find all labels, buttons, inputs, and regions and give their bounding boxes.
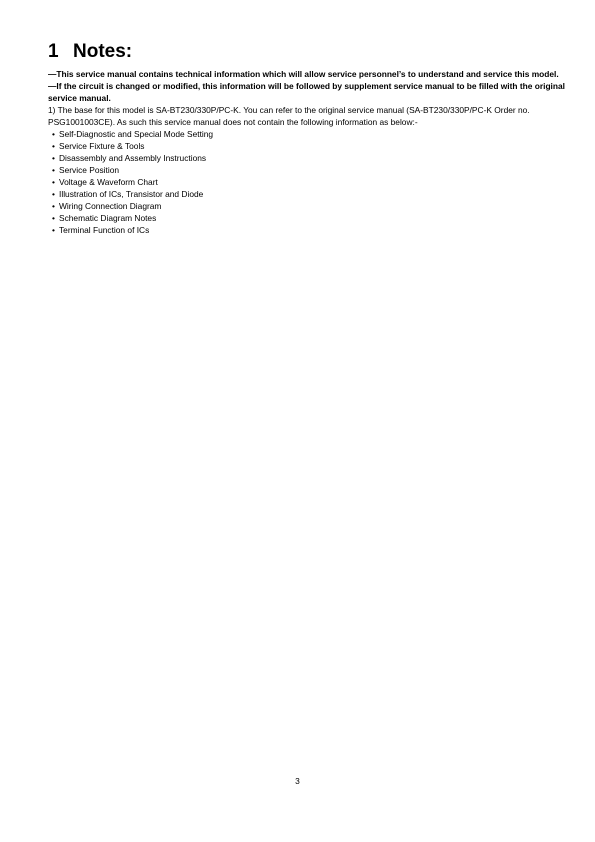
section-number: 1: [48, 41, 59, 62]
bullet-icon: •: [52, 129, 55, 139]
section-title: Notes:: [73, 41, 133, 62]
list-item-text: Service Position: [59, 165, 120, 175]
list-item: [52, 188, 570, 200]
list-item: [52, 128, 570, 140]
note-circuit-change: —If the circuit is changed or modified, this information will be followed by supplement service manual to be filled with the original service manual.: [48, 81, 565, 103]
page-content: [48, 41, 570, 236]
list-item: [52, 140, 570, 152]
list-item-text: Schematic Diagram Notes: [59, 213, 157, 223]
list-item-text: Self-Diagnostic and Special Mode Setting: [59, 129, 214, 139]
bullet-icon: •: [52, 153, 55, 163]
excluded-info-list: [48, 128, 570, 236]
list-item-text: Service Fixture & Tools: [59, 141, 145, 151]
note-base-model: 1) The base for this model is SA-BT230/330P/PC-K. You can refer to the original service manual (SA-BT230/330P/PC-K Order no. PSG1001003CE). As such this service manual does not contain the following information as below:-: [48, 105, 530, 127]
list-item-text: Wiring Connection Diagram: [59, 201, 162, 211]
bullet-icon: •: [52, 165, 55, 175]
list-item: [52, 164, 570, 176]
list-item: [52, 200, 570, 212]
list-item-text: Voltage & Waveform Chart: [59, 177, 158, 187]
list-item-text: Illustration of ICs, Transistor and Diode: [59, 189, 204, 199]
bullet-icon: •: [52, 201, 55, 211]
bullet-icon: •: [52, 177, 55, 187]
bullet-icon: •: [52, 213, 55, 223]
list-item-text: Disassembly and Assembly Instructions: [59, 153, 207, 163]
list-item-text: Terminal Function of ICs: [59, 225, 150, 235]
bullet-icon: •: [52, 189, 55, 199]
bullet-icon: •: [52, 225, 55, 235]
bullet-icon: •: [52, 141, 55, 151]
note-service-personnel: —This service manual contains technical information which will allow service personnel’s to understand and service this model.: [48, 69, 559, 79]
list-item: [52, 212, 570, 224]
list-item: [52, 152, 570, 164]
page-number: 3: [295, 776, 300, 786]
section-heading: [48, 41, 570, 63]
list-item: [52, 224, 570, 236]
list-item: [52, 176, 570, 188]
